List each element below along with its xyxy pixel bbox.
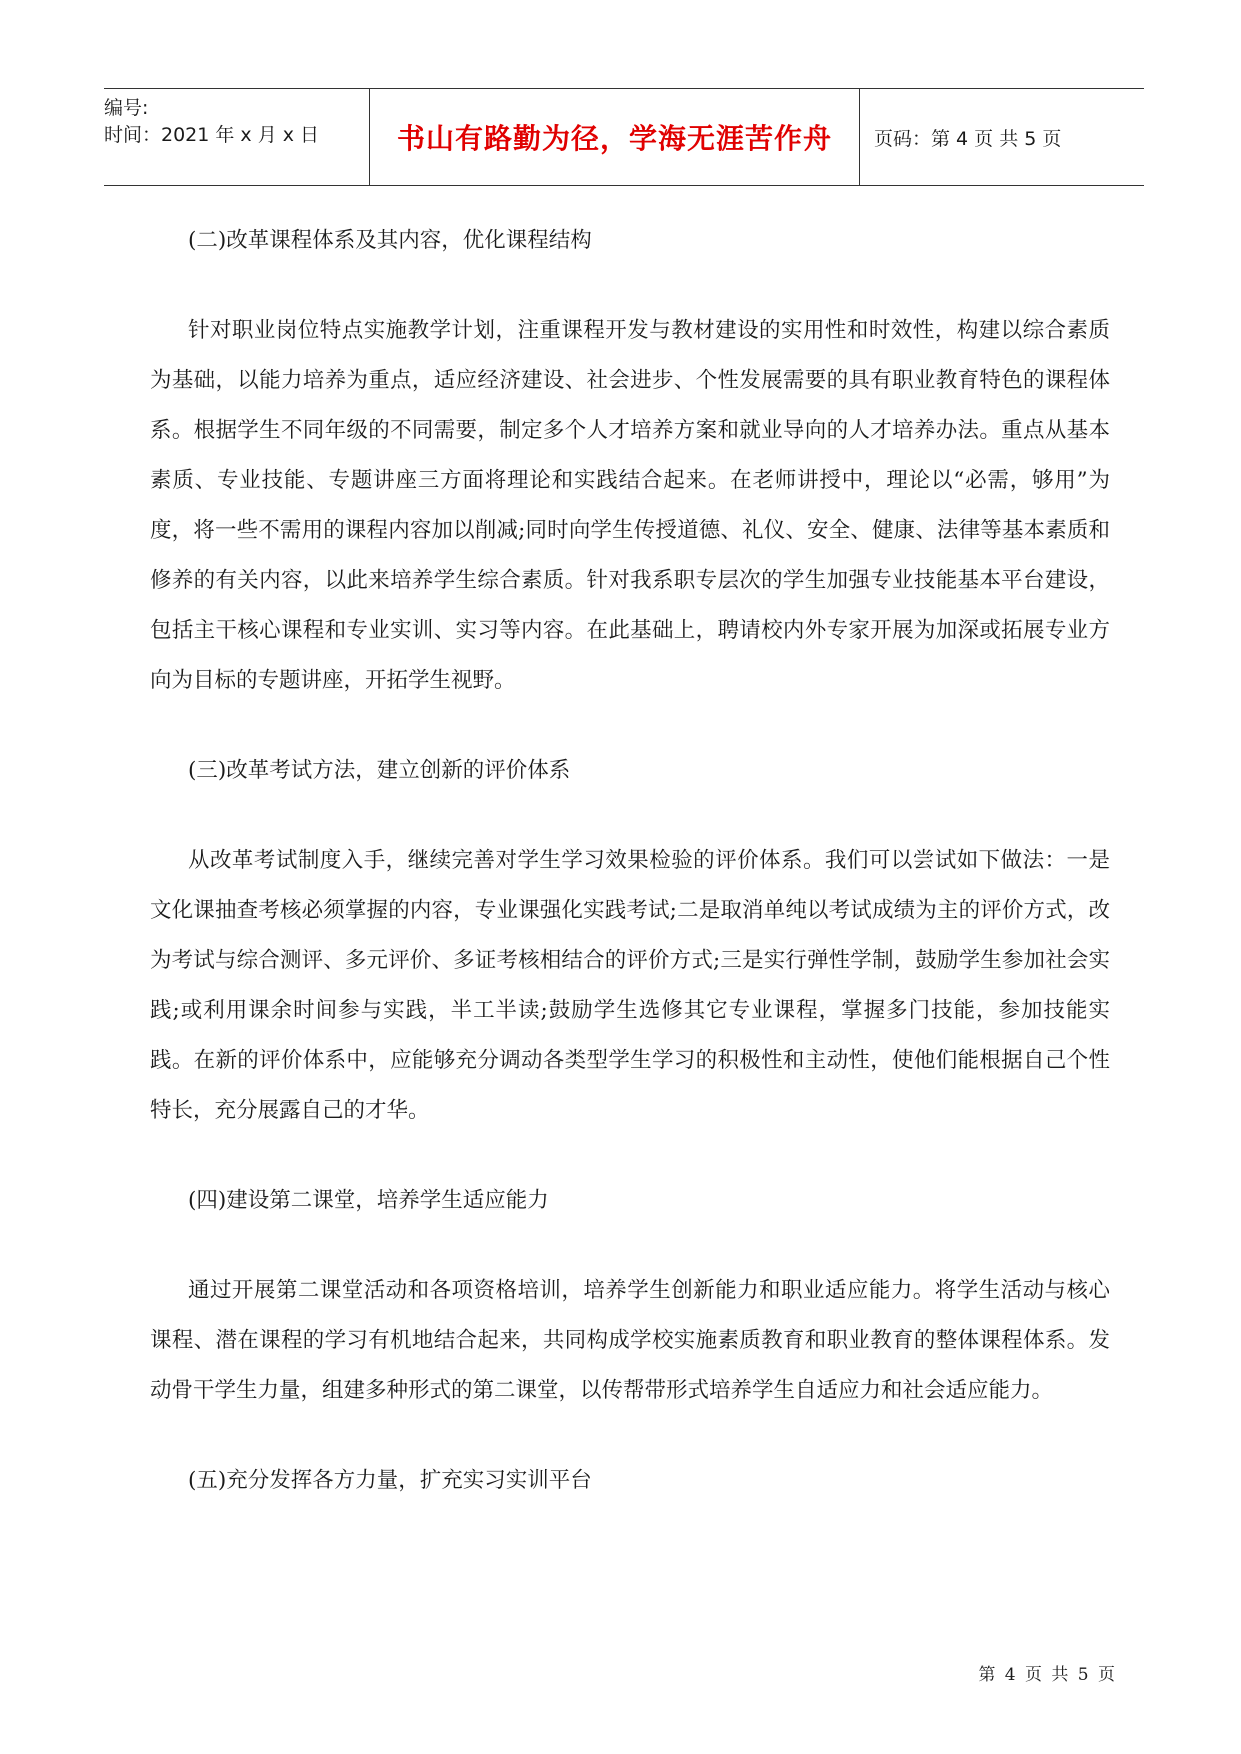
section-heading: (四)建设第二课堂，培养学生适应能力 bbox=[188, 1188, 549, 1213]
page-footer: 第 4 页 共 5 页 bbox=[978, 1665, 1117, 1685]
document-time-label: 时间：2021 年 x 月 x 日 bbox=[104, 124, 320, 146]
document-header bbox=[104, 88, 1144, 186]
section-heading: (三)改革考试方法，建立创新的评价体系 bbox=[188, 758, 571, 783]
header-motto: 书山有路勤为径，学海无涯苦作舟 bbox=[396, 122, 832, 155]
document-body bbox=[150, 216, 1110, 1546]
section-paragraph: 从改革考试制度入手，继续完善对学生学习效果检验的评价体系。我们可以尝试如下做法：一是文化课抽查考核必须掌握的内容，专业课强化实践考试;二是取消单纯以考试成绩为主的评价方式，改为考试与综合测评、多元评价、多证考核相结合的评价方式;三是实行弹性学制，鼓励学生参加社会实践;或利用课余时间参与实践，半工半读;鼓励学生选修其它专业课程，掌握多门技能，参加技能实践。在新的评价体系中，应能够充分调动各类型学生学习的积极性和主动性，使他们能根据自己个性特长，充分展露自己的才华。 bbox=[150, 848, 1110, 1123]
header-page-cell bbox=[860, 89, 1144, 185]
header-page-label: 页码：第 4 页 共 5 页 bbox=[874, 127, 1062, 150]
section-heading: (五)充分发挥各方力量，扩充实习实训平台 bbox=[188, 1468, 592, 1493]
header-meta-cell bbox=[104, 89, 370, 185]
header-motto-cell bbox=[370, 89, 860, 185]
section-paragraph: 针对职业岗位特点实施教学计划，注重课程开发与教材建设的实用性和时效性，构建以综合素质为基础，以能力培养为重点，适应经济建设、社会进步、个性发展需要的具有职业教育特色的课程体系。根据学生不同年级的不同需要，制定多个人才培养方案和就业导向的人才培养办法。重点从基本素质、专业技能、专题讲座三方面将理论和实践结合起来。在老师讲授中，理论以“必需，够用”为度，将一些不需用的课程内容加以削减;同时向学生传授道德、礼仪、安全、健康、法律等基本素质和修养的有关内容，以此来培养学生综合素质。针对我系职专层次的学生加强专业技能基本平台建设，包括主干核心课程和专业实训、实习等内容。在此基础上，聘请校内外专家开展为加深或拓展专业方向为目标的专题讲座，开拓学生视野。 bbox=[150, 318, 1110, 693]
section-heading: (二)改革课程体系及其内容，优化课程结构 bbox=[188, 228, 592, 253]
document-number-label: 编号: bbox=[104, 97, 149, 119]
section-paragraph: 通过开展第二课堂活动和各项资格培训，培养学生创新能力和职业适应能力。将学生活动与核心课程、潜在课程的学习有机地结合起来，共同构成学校实施素质教育和职业教育的整体课程体系。发动骨干学生力量，组建多种形式的第二课堂，以传帮带形式培养学生自适应力和社会适应能力。 bbox=[150, 1278, 1110, 1403]
